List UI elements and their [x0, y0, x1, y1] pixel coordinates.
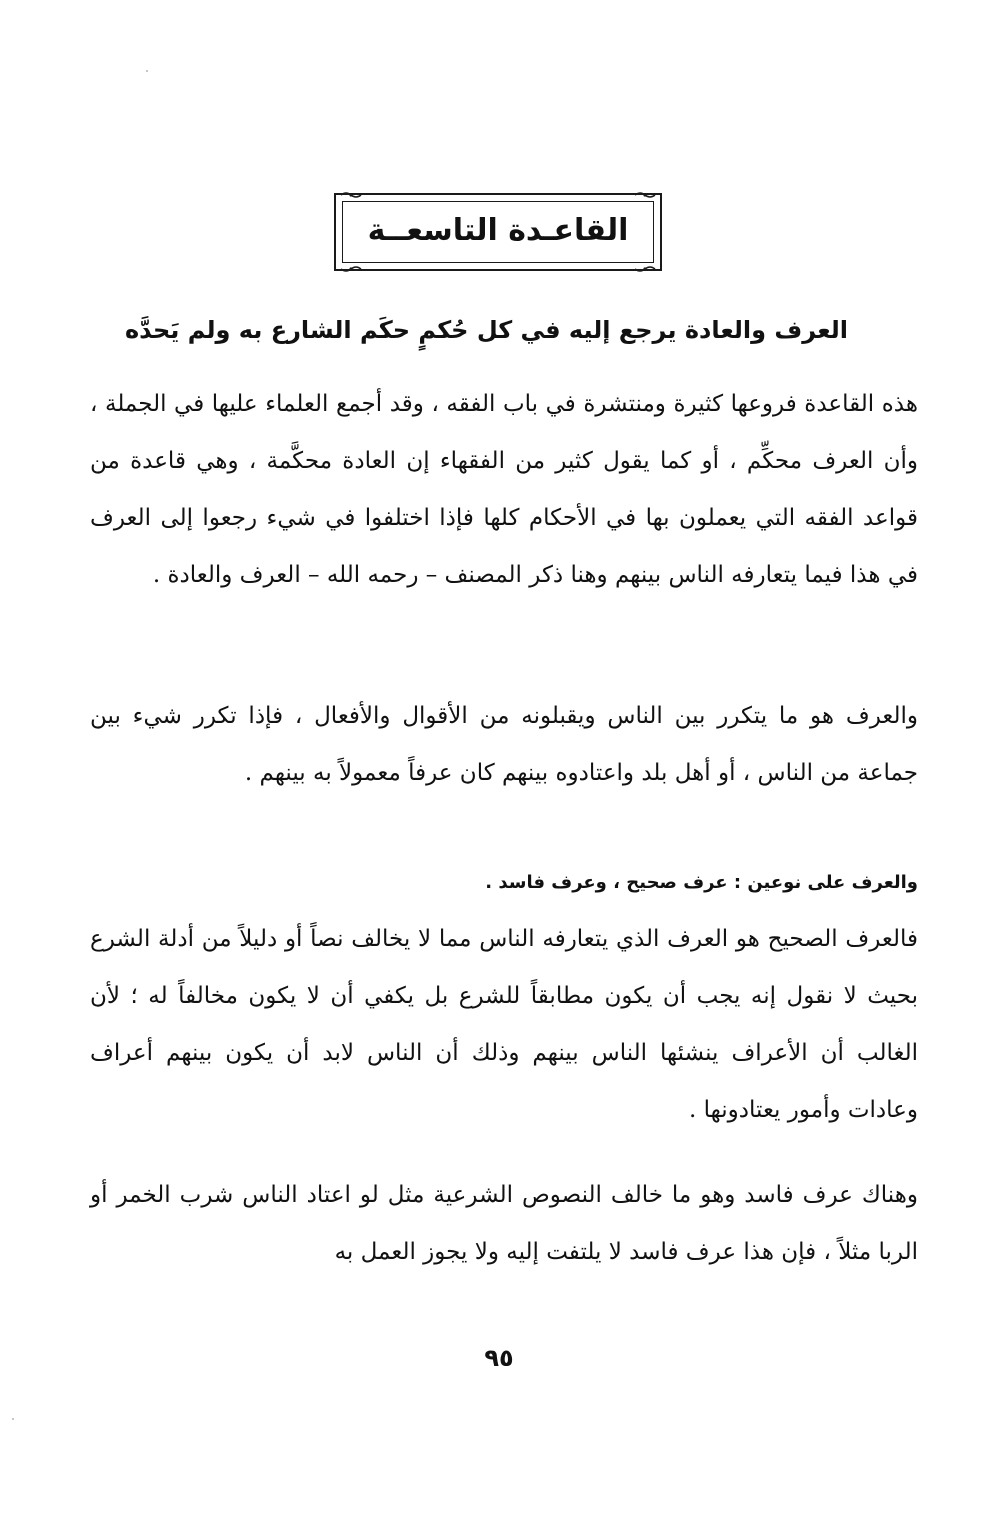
scan-speck [12, 1418, 14, 1420]
scan-speck [146, 70, 148, 72]
paragraph-valid-custom: فالعرف الصحيح هو العرف الذي يتعارفه الناس مما لا يخالف نصاً أو دليلاً من أدلة الشرع بحيث لا نقول إنه يجب أن يكون مطابقاً للشرع بل يكفي أن لا يكون مخالفاً له ؛ لأن الغالب أن الأعراف ينشئها الناس بينهم وذلك أن الناس لابد أن يكون بينهم أعراف وعادات وأمور يعتادونها . [90, 926, 918, 1123]
ornament-icon [340, 191, 362, 199]
chapter-title: القاعـدة التاسعــة [367, 213, 629, 248]
rule-statement: العرف والعادة يرجع إليه في كل حُكمٍ حكَم الشارع به ولم يَحدَّه [125, 316, 848, 344]
ornament-icon [634, 265, 656, 273]
paragraph-invalid-custom: وهناك عرف فاسد وهو ما خالف النصوص الشرعية مثل لو اعتاد الناس شرب الخمر أو الربا مثلاً ، فإن هذا عرف فاسد لا يلتفت إليه ولا يجوز العمل به [90, 1182, 918, 1265]
ornament-icon [340, 265, 362, 273]
paragraph-definition: والعرف هو ما يتكرر بين الناس ويقبلونه من الأقوال والأفعال ، فإذا تكرر شيء بين جماعة من الناس ، أو أهل بلد واعتادوه بينهم كان عرفاً معمولاً به بينهم . [90, 703, 918, 786]
page-number: ٩٥ [484, 1344, 514, 1372]
title-frame [334, 193, 662, 271]
ornament-icon [634, 191, 656, 199]
paragraph-intro: هذه القاعدة فروعها كثيرة ومنتشرة في باب الفقه ، وقد أجمع العلماء عليها في الجملة ، وأن العرف محكِّم ، أو كما يقول كثير من الفقهاء إن العادة محكَّمة ، وهي قاعدة من قواعد الفقه التي يعملون بها في الأحكام كلها فإذا اختلفوا في شيء رجعوا إلى العرف في هذا فيما يتعارفه الناس بينهم وهنا ذكر المصنف – رحمه الله – العرف والعادة . [90, 391, 918, 588]
section-heading-types: والعرف على نوعين : عرف صحيح ، وعرف فاسد . [485, 872, 918, 893]
